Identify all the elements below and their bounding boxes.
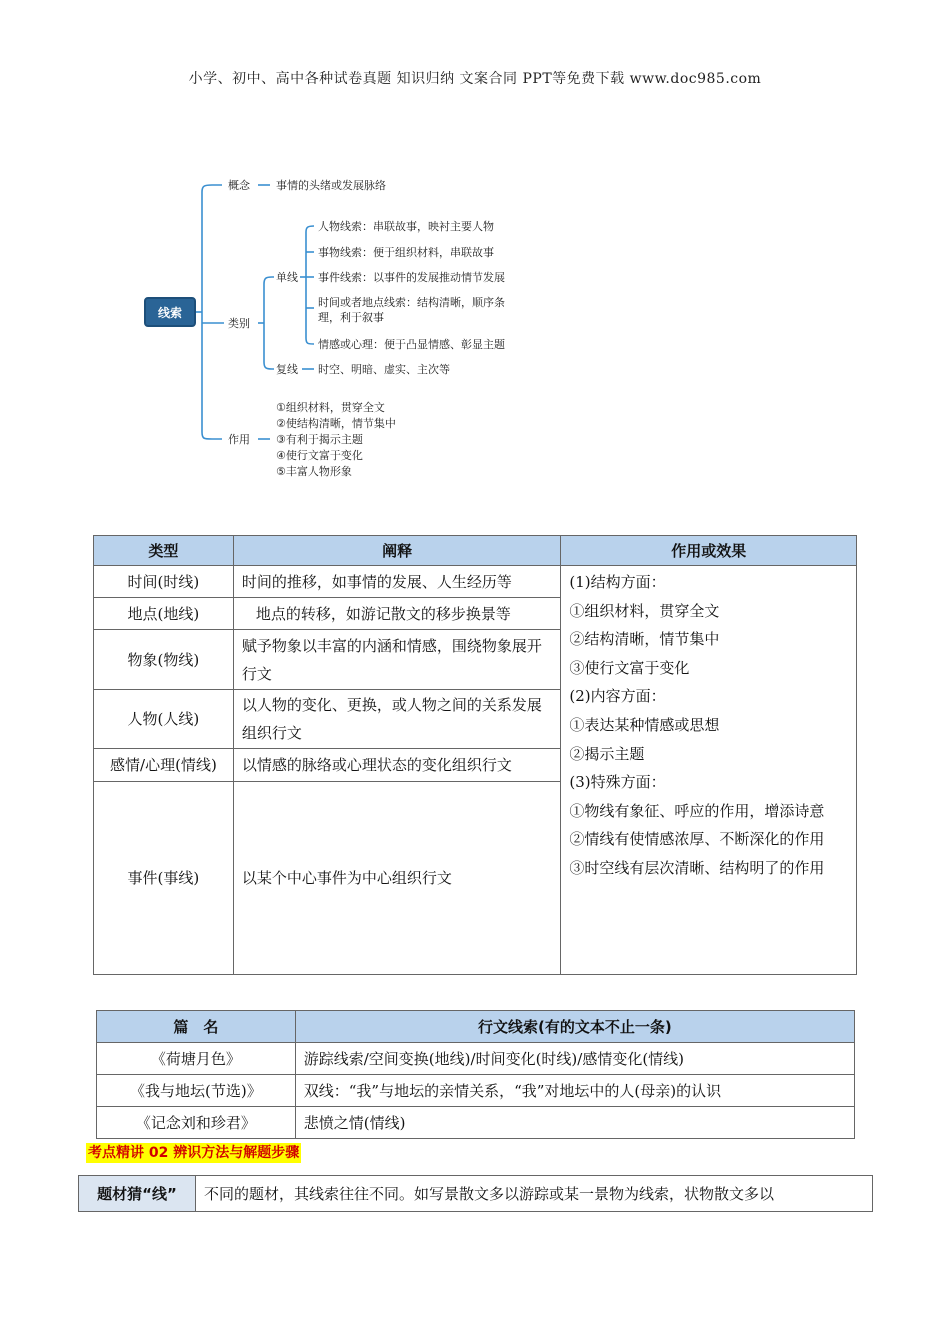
mind-map: [140, 170, 560, 490]
method-label: 题材猜“线”: [79, 1176, 196, 1212]
page-header: 小学、初中、高中各种试卷真题 知识归纳 文案合同 PPT等免费下载 www.doc985.com: [188, 71, 762, 87]
method-text: 不同的题材，其线索往往不同。如写景散文多以游踪或某一景物为线索，状物散文多以: [196, 1176, 873, 1212]
clue-cell: 悲愤之情(情线): [295, 1107, 854, 1139]
type-cell: 人物(人线): [94, 690, 234, 749]
effect-line: ②结构清晰，情节集中: [569, 630, 720, 649]
desc-cell: 以某个中心事件为中心组织行文: [233, 782, 561, 975]
column-header: 作用或效果: [561, 536, 857, 566]
table-row: [97, 1075, 855, 1107]
function-item: ①组织材料，贯穿全文: [276, 401, 385, 414]
desc-cell: 时间的推移，如事情的发展、人生经历等: [233, 566, 561, 598]
type-cell: 物象(物线): [94, 630, 234, 690]
clue-type-table: [93, 535, 857, 975]
effect-line: (2)内容方面：: [569, 687, 666, 706]
effect-line: (1)结构方面：: [569, 573, 666, 591]
effect-line: ①表达某种情感或思想: [569, 715, 720, 734]
effect-line: ③使行文富于变化: [569, 658, 690, 677]
effect-line: ③时空线有层次清晰、结构明了的作用: [569, 858, 825, 877]
desc-cell: 地点的转移，如游记散文的移步换景等: [233, 598, 561, 630]
type-cell: 地点(地线): [94, 598, 234, 630]
effect-line: ①组织材料，贯穿全文: [569, 601, 720, 620]
single-item: 人物线索：串联故事，映衬主要人物: [318, 220, 494, 233]
function-item: ③有利于揭示主题: [276, 433, 363, 446]
mind-map-root: 线索: [144, 297, 196, 327]
double-line-text: 时空、明暗、虚实、主次等: [318, 363, 450, 376]
function-label: 作用: [228, 433, 250, 446]
table-header-row: [94, 536, 857, 566]
clue-cell: 双线：“我”与地坛的亲情关系，“我”对地坛中的人(母亲)的认识: [295, 1075, 854, 1107]
double-line-label: 复线: [276, 363, 298, 376]
desc-cell: 赋予物象以丰富的内涵和情感，围绕物象展开行文: [233, 630, 561, 690]
title-cell: 《我与地坛(节选)》: [97, 1075, 296, 1107]
single-item: 事物线索：便于组织材料，串联故事: [318, 246, 494, 259]
effect-line: ①物线有象征、呼应的作用，增添诗意: [569, 801, 825, 820]
table-row: [94, 566, 857, 598]
title-cell: 《荷塘月色》: [97, 1043, 296, 1075]
single-line-label: 单线: [276, 271, 298, 284]
concept-text: 事情的头绪或发展脉络: [276, 179, 386, 192]
function-item: ④使行文富于变化: [276, 449, 363, 462]
section-title: 考点精讲 02 辨识方法与解题步骤: [88, 1145, 300, 1161]
type-cell: 事件(事线): [94, 782, 234, 975]
effects-cell: [561, 566, 857, 975]
function-item: ②使结构清晰，情节集中: [276, 417, 396, 430]
desc-cell: 以人物的变化、更换，或人物之间的关系发展组织行文: [233, 690, 561, 749]
function-item: ⑤丰富人物形象: [276, 465, 352, 478]
effect-line: ②揭示主题: [569, 744, 645, 763]
effect-line: (3)特殊方面：: [569, 773, 666, 792]
desc-cell: 以情感的脉络或心理状态的变化组织行文: [233, 749, 561, 782]
column-header: 篇 名: [97, 1011, 296, 1043]
table-row: [97, 1043, 855, 1075]
title-cell: 《记念刘和珍君》: [97, 1107, 296, 1139]
single-item: 事件线索：以事件的发展推动情节发展: [318, 271, 505, 284]
type-cell: 感情/心理(情线): [94, 749, 234, 782]
category-label: 类别: [228, 317, 250, 330]
concept-label: 概念: [228, 179, 250, 192]
method-table: [78, 1175, 873, 1212]
column-header: 行文线索(有的文本不止一条): [295, 1011, 854, 1043]
effect-line: ②情线有使情感浓厚、不断深化的作用: [569, 830, 825, 849]
table-header-row: [97, 1011, 855, 1043]
column-header: 类型: [94, 536, 234, 566]
table-row: [79, 1176, 873, 1212]
type-cell: 时间(时线): [94, 566, 234, 598]
text-clue-table: [96, 1010, 855, 1139]
clue-cell: 游踪线索/空间变换(地线)/时间变化(时线)/感情变化(情线): [295, 1043, 854, 1075]
single-item: 情感或心理：便于凸显情感、彰显主题: [318, 338, 505, 351]
single-item: 时间或者地点线索：结构清晰，顺序条理，利于叙事: [318, 296, 505, 324]
table-row: [97, 1107, 855, 1139]
column-header: 阐释: [233, 536, 561, 566]
